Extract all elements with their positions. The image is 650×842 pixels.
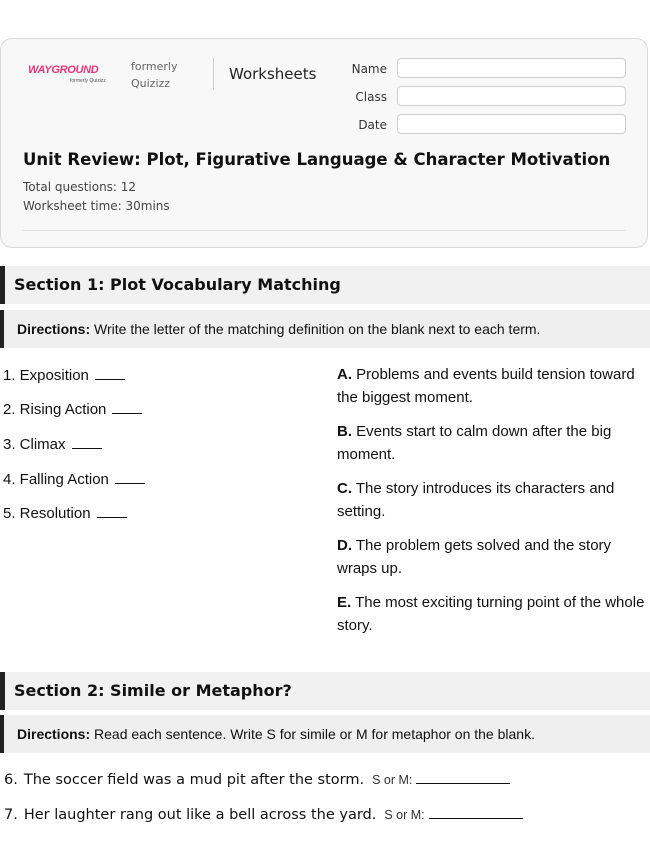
- logo-wordmark: WAYGROUND: [28, 64, 99, 76]
- definition-letter: B.: [337, 423, 352, 440]
- section-2-directions: [0, 715, 650, 753]
- matching-term: [3, 436, 102, 453]
- question-number: 6.: [4, 772, 18, 788]
- answer-blank[interactable]: [112, 401, 142, 414]
- question-text: Her laughter rang out like a bell across the yard.: [23, 807, 377, 823]
- definition-letter: D.: [337, 537, 352, 554]
- logo-subtitle: formerly Quizizz: [70, 78, 106, 84]
- section-1-header: [0, 266, 650, 304]
- name-field[interactable]: [397, 58, 626, 78]
- term-label: 4. Falling Action: [3, 471, 109, 488]
- answer-blank[interactable]: [97, 505, 127, 518]
- question-text: The soccer field was a mud pit after the storm.: [23, 772, 365, 788]
- answer-prompt: S or M:: [384, 808, 425, 822]
- term-label: 5. Resolution: [3, 505, 91, 522]
- definition-item: [337, 477, 650, 523]
- directions-label: Directions:: [17, 726, 91, 742]
- answer-prompt: S or M:: [372, 773, 413, 787]
- date-field[interactable]: [397, 114, 626, 134]
- section-2-title: Section 2: Simile or Metaphor?: [14, 681, 292, 700]
- header-rule: [23, 230, 625, 231]
- answer-blank[interactable]: [72, 436, 102, 449]
- matching-term: [3, 401, 142, 418]
- definition-item: [337, 591, 650, 637]
- section-2-header: [0, 672, 650, 710]
- answer-blank[interactable]: [115, 471, 145, 484]
- formerly-quizizz-label: [131, 58, 178, 92]
- question-number: 7.: [4, 807, 18, 823]
- definition-letter: E.: [337, 594, 352, 611]
- term-label: 3. Climax: [3, 436, 66, 453]
- definition-item: [337, 420, 650, 466]
- wayground-logo: [28, 64, 118, 86]
- matching-term: [3, 471, 145, 488]
- section-1-title: Section 1: Plot Vocabulary Matching: [14, 275, 341, 294]
- matching-term: [3, 505, 127, 522]
- worksheet-title: Unit Review: Plot, Figurative Language & Character Motivation: [23, 150, 611, 169]
- definition-text: The story introduces its characters and setting.: [337, 480, 615, 520]
- worksheet-time: Worksheet time: 30mins: [23, 199, 170, 213]
- question-item: [4, 772, 510, 788]
- header-divider: [213, 58, 214, 90]
- directions-text: Read each sentence. Write S for simile or M for metaphor on the blank.: [90, 726, 535, 742]
- definition-text: The problem gets solved and the story wraps up.: [337, 537, 612, 577]
- definition-item: [337, 534, 650, 580]
- answer-line[interactable]: [429, 808, 523, 819]
- answer-line[interactable]: [416, 773, 510, 784]
- term-label: 1. Exposition: [3, 367, 89, 384]
- question-item: [4, 807, 523, 823]
- directions-label: Directions:: [17, 321, 91, 337]
- directions-text: Write the letter of the matching definition on the blank next to each term.: [90, 321, 541, 337]
- definition-letter: A.: [337, 366, 352, 383]
- date-label: Date: [358, 118, 387, 132]
- class-label: Class: [355, 90, 387, 104]
- formerly-line: formerly: [131, 60, 178, 73]
- quizizz-line: Quizizz: [131, 77, 171, 90]
- name-label: Name: [351, 62, 387, 76]
- term-label: 2. Rising Action: [3, 401, 107, 418]
- definition-text: Events start to calm down after the big moment.: [337, 423, 612, 463]
- total-questions: Total questions: 12: [23, 180, 137, 194]
- answer-blank[interactable]: [95, 367, 125, 380]
- definition-text: The most exciting turning point of the whole story.: [337, 594, 645, 634]
- definition-text: Problems and events build tension toward the biggest moment.: [337, 366, 635, 406]
- matching-term: [3, 367, 125, 384]
- definition-item: [337, 363, 650, 409]
- section-1-directions: [0, 310, 650, 348]
- class-field[interactable]: [397, 86, 626, 106]
- definition-letter: C.: [337, 480, 352, 497]
- worksheets-label: Worksheets: [229, 65, 317, 83]
